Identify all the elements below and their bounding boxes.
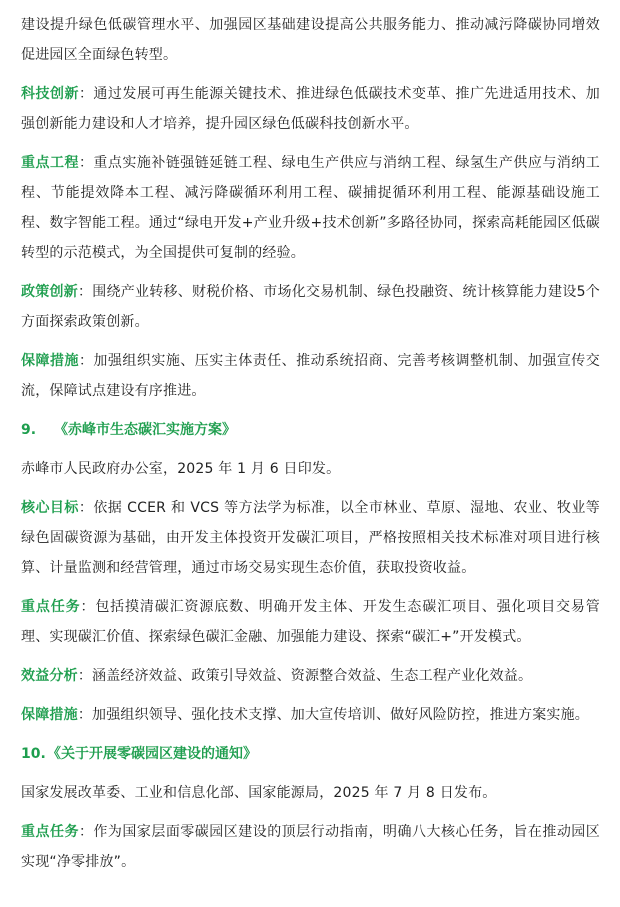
item-text: ：重点实施补链强链延链工程、绿电生产供应与消纳工程、绿氢生产供应与消纳工程、节能提效降本工程、减污降碳循环利用工程、碳捕捉循环利用工程、能源基础设施工程、数字智能工程。通过“绿电开发+产业升级+技术创新”多路径协同，探索高耗能园区低碳转型的示范模式，为全国提供可复制的经验。 (21, 155, 600, 261)
intro-paragraph (21, 10, 600, 70)
item-text: ：涵盖经济效益、政策引导效益、资源整合效益、生态工程产业化效益。 (77, 668, 533, 684)
section-title: 《赤峰市生态碳汇实施方案》 (54, 422, 236, 438)
item-label: 科技创新 (21, 86, 79, 102)
s8-item-policy-innovation (21, 277, 600, 337)
s8-item-key-projects (21, 148, 600, 268)
item-label: 效益分析 (21, 668, 78, 684)
item-text: ：围绕产业转移、财税价格、市场化交易机制、绿色投融资、统计核算能力建设5个方面探索政策创新。 (21, 284, 600, 330)
item-label: 政策创新 (21, 284, 78, 300)
item-text: ：通过发展可再生能源关键技术、推进绿色低碳技术变革、推广先进适用技术、加强创新能力建设和人才培养，提升园区绿色低碳科技创新水平。 (21, 86, 600, 132)
item-label: 重点任务 (21, 599, 81, 615)
s9-item-benefit-analysis (21, 661, 600, 691)
section-10-issuer (21, 778, 600, 808)
issuer-text: 赤峰市人民政府办公室，2025 年 1 月 6 日印发。 (21, 461, 341, 477)
s10-item-key-tasks (21, 817, 600, 877)
item-text: ：加强组织领导、强化技术支撑、加大宣传培训、做好风险防控，推进方案实施。 (77, 707, 590, 723)
item-label: 保障措施 (21, 353, 79, 369)
section-number: 9. (21, 422, 37, 438)
s8-item-safeguards (21, 346, 600, 406)
issuer-text: 国家发展改革委、工业和信息化部、国家能源局，2025 年 7 月 8 日发布。 (21, 785, 497, 801)
s9-item-core-goal (21, 493, 600, 583)
s9-item-safeguards (21, 700, 600, 730)
section-9-heading (21, 415, 600, 445)
item-text: ：包括摸清碳汇资源底数、明确开发主体、开发生态碳汇项目、强化项目交易管理、实现碳汇价值、探索绿色碳汇金融、加强能力建设、探索“碳汇+”开发模式。 (21, 599, 600, 645)
item-label: 核心目标 (21, 500, 79, 516)
item-text: ：依据 CCER 和 VCS 等方法学为标准，以全市林业、草原、湿地、农业、牧业等绿色固碳资源为基础，由开发主体投资开发碳汇项目，严格按照相关技术标准对项目进行核算、计量监测和经营管理，通过市场交易实现生态价值，获取投资收益。 (21, 500, 600, 576)
s9-item-key-tasks (21, 592, 600, 652)
item-text: ：加强组织实施、压实主体责任、推动系统招商、完善考核调整机制、加强宣传交流，保障试点建设有序推进。 (21, 353, 600, 399)
item-text: ：作为国家层面零碳园区建设的顶层行动指南，明确八大核心任务，旨在推动园区实现“净零排放”。 (21, 824, 600, 870)
section-9-issuer (21, 454, 600, 484)
item-label: 保障措施 (21, 707, 78, 723)
section-number: 10. (21, 746, 46, 762)
section-title: 《关于开展零碳园区建设的通知》 (47, 746, 257, 762)
item-label: 重点任务 (21, 824, 79, 840)
intro-text: 建设提升绿色低碳管理水平、加强园区基础建设提高公共服务能力、推动减污降碳协同增效促进园区全面绿色转型。 (21, 17, 600, 63)
section-10-heading (21, 739, 600, 769)
item-label: 重点工程 (21, 155, 79, 171)
s8-item-tech-innovation (21, 79, 600, 139)
